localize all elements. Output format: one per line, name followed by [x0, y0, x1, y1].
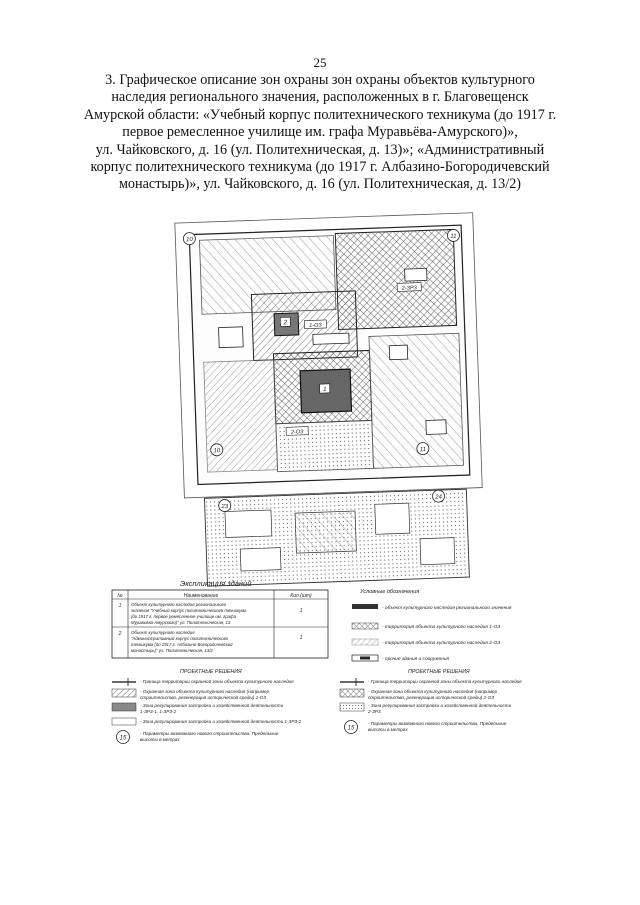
table-cell: значения "Учебный корпус политехнического техникума	[131, 608, 247, 613]
table-header: Кол.(шт)	[290, 593, 312, 599]
project-item: высоты в метрах	[368, 727, 408, 732]
project-item: - Зона регулирования застройки и хозяйственной деятельности	[368, 703, 512, 708]
convention-item: - объект культурного наследия регионального значения	[382, 606, 512, 611]
table-cell: Муравьёва-Амурского)" ул. Политехническая, 13	[131, 620, 231, 625]
conventions-title: Условные обозначения	[360, 589, 420, 595]
table-cell: техникума (до 1917 г. Албазино-Богородичевский	[131, 642, 233, 647]
table-cell: 1	[118, 603, 122, 609]
heading-line: наследия регионального значения, расположенных в г. Благовещенск	[111, 89, 529, 106]
project-item: - Зона регулирования застройки и хозяйственной деятельности 1-ЗРЗ-2	[140, 719, 302, 724]
heading-line: корпус политехнического техникума (до 1917 г. Албазино-Богородичевский	[90, 159, 550, 176]
table-cell: 1	[299, 608, 303, 614]
heading-line: Амурской области: «Учебный корпус политехнического техникума (до 1917 г.	[83, 106, 557, 123]
page-number: 25	[313, 55, 327, 70]
lot-number: 11	[450, 233, 457, 241]
table-cell: (до 1917 г. первое ремесленное училище им. графа	[131, 614, 237, 619]
site-plan-map	[165, 212, 485, 587]
convention-item: - территория объекта культурного наследия 2-ОЗ	[382, 641, 501, 646]
project-item: высоты в метрах	[140, 737, 180, 742]
table-cell: Объект культурного наследия	[131, 630, 195, 635]
project-item: 2-ЗРЗ	[368, 709, 381, 714]
project-item: 1-ЗРЗ-1, 1-ЗРЗ-2	[140, 709, 177, 714]
symbol-territory-1	[352, 623, 378, 629]
heading-line: первое ремесленное училище им. графа Муравьёва-Амурского)»,	[122, 124, 518, 141]
table-header: Наименование	[183, 593, 219, 599]
table-cell: 2	[118, 631, 122, 637]
lot-number: 10	[213, 448, 221, 455]
zone-label: 2-ОЗ	[290, 429, 304, 436]
project-title-right: ПРОЕКТНЫЕ РЕШЕНИЯ	[408, 669, 470, 675]
table-header: №	[117, 593, 123, 599]
section-heading	[80, 72, 560, 194]
project-item: - Параметры возможного нового строительства. Предельные	[368, 721, 507, 726]
table-cell: монастырь)" ул. Политехническая, 13/2	[131, 648, 213, 653]
explication-title: Экспликация зданий	[180, 579, 252, 588]
map-legend	[0, 575, 640, 775]
lot-number: 23	[221, 503, 229, 511]
height-circle-label: 15	[347, 725, 355, 732]
project-item: - Охранная зона объекта культурного наследия (например	[140, 689, 270, 694]
project-item: - Граница территории охранной зоны объекта культурного наследия	[368, 679, 522, 684]
object-marker: 1	[322, 385, 327, 394]
project-item: строительство, регенерация исторической среды) 1-ОЗ	[140, 695, 267, 700]
heading-line: 3. Графическое описание зон охраны зон охраны объектов культурного	[105, 72, 535, 88]
convention-item: - территория объекта культурного наследия 1-ОЗ	[382, 625, 501, 630]
lot-number: 24	[435, 494, 443, 501]
explication-table	[112, 590, 328, 658]
zone-label: 1-ОЗ	[309, 322, 322, 330]
table-cell: Объект культурного наследия регионального	[131, 602, 226, 607]
lot-number: 11	[419, 447, 427, 454]
lot-number: 10	[185, 237, 193, 244]
project-item: - Граница территории охранной зоны объекта культурного наследия	[140, 679, 294, 684]
symbol-heritage-object	[352, 604, 378, 609]
project-item: - Охранная зона объекта культурного наследия (например	[368, 689, 498, 694]
project-item: - Параметры возможного нового строительства. Предельные	[140, 731, 279, 736]
convention-item: - прочие здания и сооружения	[382, 657, 450, 662]
zone-label: 2-ЗРЗ	[401, 285, 417, 292]
heading-line: монастырь)», ул. Чайковского, д. 16 (ул. Политехническая, д. 13/2)	[118, 176, 522, 193]
heading-line: ул. Чайковского, д. 16 (ул. Политехническая, д. 13)»; «Административный	[95, 141, 545, 158]
project-item: - Зона регулирования застройки и хозяйственной деятельности	[140, 703, 284, 708]
object-marker: 2	[283, 319, 288, 327]
table-cell: "Административный корпус политехнического	[131, 636, 229, 641]
height-circle-label: 15	[119, 735, 127, 742]
zone-east	[369, 333, 464, 468]
table-cell: 1	[299, 635, 303, 641]
project-title-left: ПРОЕКТНЫЕ РЕШЕНИЯ	[180, 669, 242, 675]
project-item: строительство, регенерация исторической среды) 2-ОЗ	[368, 695, 495, 700]
symbol-territory-2	[352, 639, 378, 645]
